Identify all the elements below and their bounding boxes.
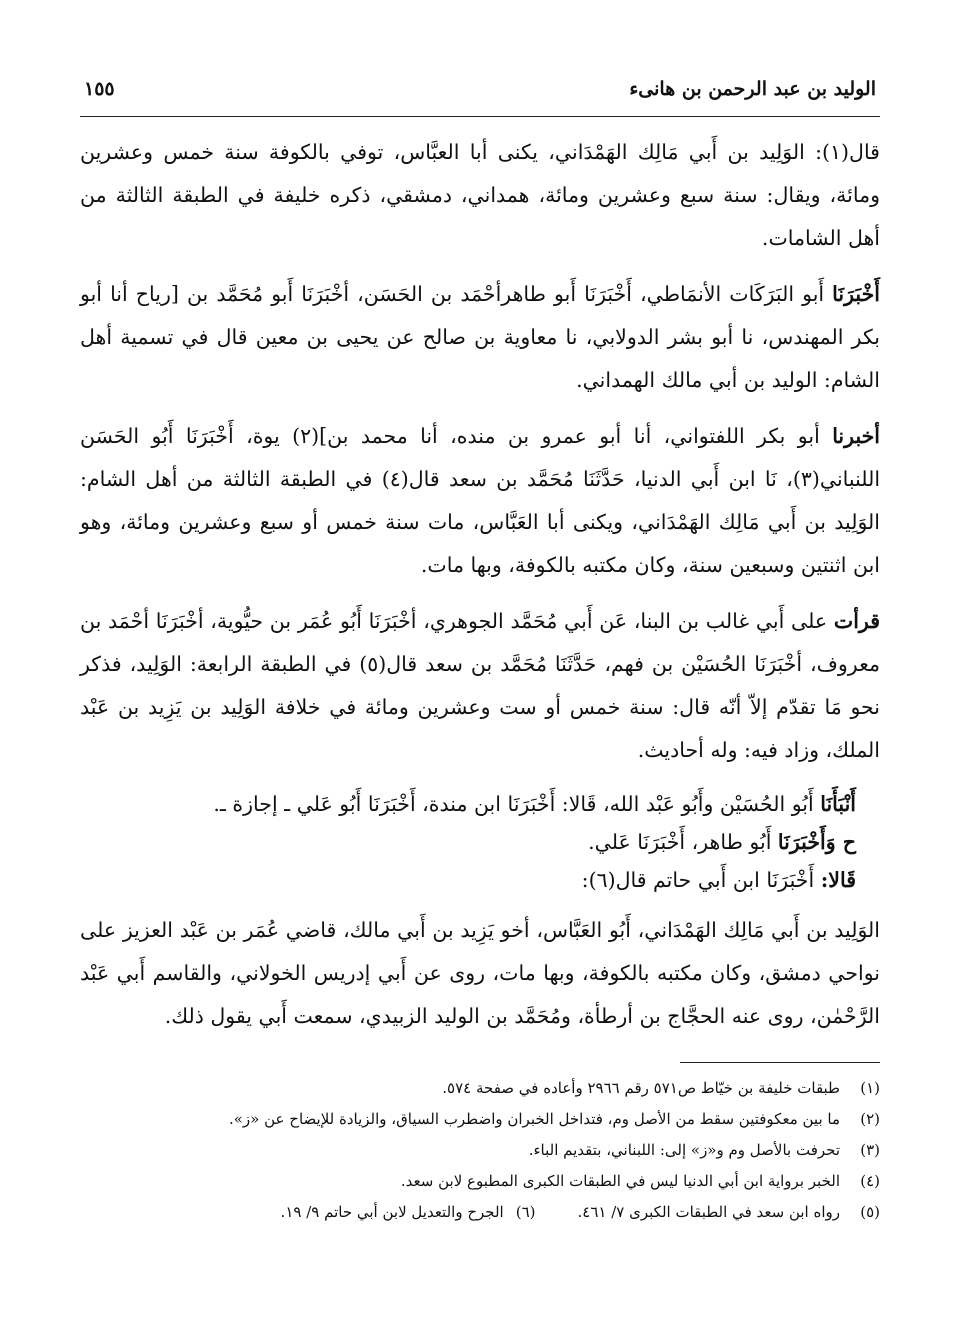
isnad-keyword: أَخْبَرَنَا [832,282,880,306]
chain-line-3 [80,861,880,899]
footnote-item [80,1197,880,1228]
isnad-keyword: قرأت [833,609,880,633]
footnote-item [80,1166,880,1197]
paragraph-text: أبو بكر اللفتواني، أنا أبو عمرو بن منده، أنا محمد بن](٢) يوة، أَخْبَرَنَا أَبُو الحَسَن اللنباني(٣)، نَا ابن أَبي الدنيا، حَدَّثَنَا مُحَمَّد بن سعد قال(٤) في الطبقة الثالثة من أهل الشام: الوَلِيد بن أَبي مَالِك الهَمْدَاني، ويكنى أبا العَبَّاس، مات سنة خمس أو سبع وعشرين ومائة، وهو ابن اثنتين وسبعين سنة، وكان مكتبه بالكوفة، وبها مات. [80,424,881,577]
chain-text: أَخْبَرَنَا ابن أَبي حاتم قال(٦): [581,868,821,892]
main-text [80,131,880,1038]
chain-text: أَبُو طاهر، أَخْبَرَنَا عَلي. [588,830,778,854]
footnote-number: (١) [860,1079,880,1097]
isnad-keyword: أَنْبَأَنَا [820,792,856,816]
isnad-chain [80,785,880,899]
page-number: ١٥٥ [84,78,115,100]
footnote-number: (٥) [860,1203,880,1221]
chain-text: أَبُو الحُسَيْن وأَبُو عَبْد الله، قَالا: أَخْبَرَنَا ابن مندة، أَخْبَرَنَا أَبُو عَلي ـ إجازة ـ. [213,792,821,816]
footnote-number: (٤) [860,1172,880,1190]
footnote-item [80,1104,880,1135]
isnad-keyword: قَالا: [820,868,856,892]
footnote-text: الخبر برواية ابن أبي الدنيا ليس في الطبقات الكبرى المطبوع لابن سعد. [400,1172,840,1190]
paragraph-text: قال(١): الوَلِيد بن أَبي مَالِك الهَمْدَاني، يكنى أبا العبَّاس، توفي بالكوفة سنة خمس وعشرين ومائة، ويقال: سنة سبع وعشرين ومائة، همداني، دمشقي، ذكره خليفة في الطبقة الثالثة من أهل الشامات. [80,140,880,250]
footnote-text: ما بين معكوفتين سقط من الأصل وم، فتداخل الخبران واضطرب السياق، والزيادة للإيضاح عن «ز». [228,1110,840,1128]
paragraph-5 [80,909,880,1038]
page-header [80,78,880,117]
footnote-item [80,1073,880,1104]
footnote-number: (٦) [515,1203,536,1221]
book-page [80,78,880,1228]
paragraph-2 [80,273,880,402]
paragraph-4 [80,600,880,772]
paragraph-text: الوَلِيد بن أَبي مَالِك الهَمْدَاني، أَبُو العَبَّاس، أخو يَزِيد بن أَبي مالك، قاضي عُمَر بن عَبْد العزيز على نواحي دمشق، وكان مكتبه بالكوفة، وبها مات، روى عن أَبي إدريس الخولاني، والقاسم أَبي عَبْد الرَّحْمٰن، روى عنه الحجَّاج بن أرطأة، ومُحَمَّد بن الوليد الزبيدي، سمعت أَبي يقول ذلك. [80,918,880,1028]
isnad-keyword: ح وَأَخْبَرَنَا [777,830,856,854]
footnote-text: رواه ابن سعد في الطبقات الكبرى ٧/ ٤٦١. [577,1203,840,1221]
footnote-number: (٣) [860,1141,880,1159]
isnad-keyword: أخبرنا [832,424,881,448]
running-title: الوليد بن عبد الرحمن بن هانىء [629,78,876,100]
paragraph-text: على أَبي غالب بن البنا، عَن أَبي مُحَمَّد الجوهري، أخْبَرَنَا أَبُو عُمَر بن حيُّوية، أخْبَرَنَا أحْمَد بن معروف، أخْبَرَنَا الحُسَيْن بن فهم، حَدَّثَنَا مُحَمَّد بن سعد قال(٥) في الطبقة الرابعة: الوَلِيد، فذكر نحو مَا تقدّم إلاّ أنّه قال: سنة خمس أو ست وعشرين ومائة في خلافة الوَلِيد بن يَزِيد بن عَبْد الملك، وزاد فيه: وله أحاديث. [80,609,880,762]
footnote-number: (٢) [860,1110,880,1128]
footnote-text: تحرفت بالأصل وم و«ز» إلى: اللبناني، بتقديم الباء. [528,1141,840,1159]
footnotes [80,1073,880,1228]
footnote-text: الجرح والتعديل لابن أبي حاتم ٩/ ١٩. [280,1203,504,1221]
chain-line-1 [80,785,880,823]
footnote-text: طبقات خليفة بن خيّاط ص٥٧١ رقم ٢٩٦٦ وأعاده في صفحة ٥٧٤. [442,1079,840,1097]
footnote-separator [680,1062,880,1063]
footnote-item [80,1135,880,1166]
paragraph-3 [80,415,880,587]
paragraph-text: أَبو البَرَكَات الأنمَاطي، أَخْبَرَنَا أَبو طاهرأحْمَد بن الحَسَن، أخْبَرَنَا أَبو مُحَمَّد بن [رياح أنا أبو بكر المهندس، نا أبو بشر الدولابي، نا معاوية بن صالح عن يحيى بن معين قال في تسمية أهل الشام: الوليد بن أبي مالك الهمداني. [80,282,880,392]
paragraph-1 [80,131,880,260]
chain-line-2 [80,823,880,861]
